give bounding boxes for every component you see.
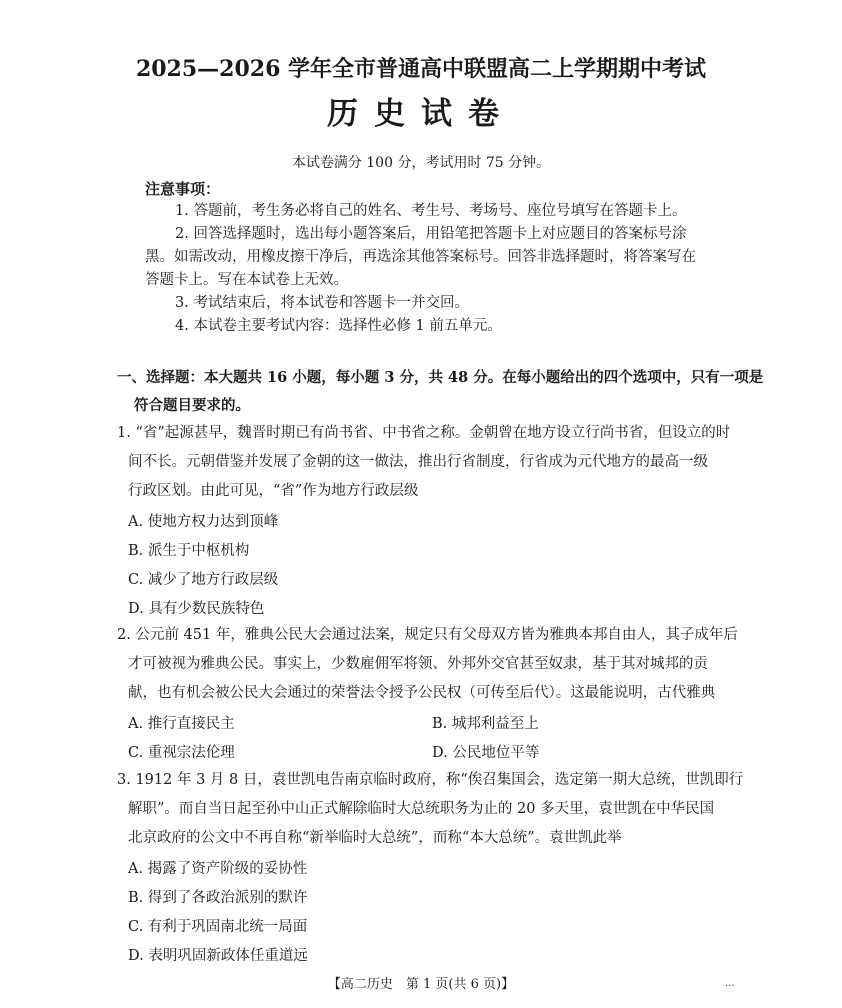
question-3-text: 北京政府的公文中不再自称“新举临时大总统”，而称“本大总统”。袁世凯此举 (128, 830, 622, 846)
question-2-option-b: B. 城邦利益至上 (432, 716, 539, 732)
question-1-option-c: C. 减少了地方行政层级 (128, 572, 279, 588)
corner-mark: ... (725, 978, 735, 989)
notes-line: 黑。如需改动，用橡皮擦干净后，再选涂其他答案标号。回答非选择题时，将答案写在 (145, 249, 696, 265)
question-3-option-c: C. 有利于巩固南北统一局面 (128, 919, 308, 935)
section-heading-cont: 符合题目要求的。 (134, 397, 250, 414)
notes-line: 1. 答题前，考生务必将自己的姓名、考生号、考场号、座位号填写在答题卡上。 (175, 203, 687, 219)
question-2-text: 献，也有机会被公民大会通过的荣誉法令授予公民权（可传至后代）。这最能说明，古代雅典 (128, 685, 716, 701)
notes-line: 3. 考试结束后，将本试卷和答题卡一并交回。 (175, 295, 469, 311)
question-1-option-a: A. 使地方权力达到顶峰 (128, 514, 279, 530)
question-2-text: 才可被视为雅典公民。事实上，少数雇佣军将领、外邦外交官甚至奴隶，基于其对城邦的贡 (128, 656, 708, 672)
question-3-option-a: A. 揭露了资产阶级的妥协性 (128, 861, 308, 877)
notes-title: 注意事项： (145, 180, 221, 198)
question-3-text: 解职”。而自当日起至孙中山正式解除临时大总统职务为止的 20 多天里，袁世凯在中华民国 (128, 801, 715, 817)
question-3-text: 3. 1912 年 3 月 8 日，袁世凯电告南京临时政府，称“俟召集国会，选定第一期大总统，世凯即行 (117, 772, 744, 788)
question-2-option-c: C. 重视宗法伦理 (128, 745, 235, 761)
question-1-text: 1. “省”起源甚早，魏晋时期已有尚书省、中书省之称。金朝曾在地方设立行尚书省，但设立的时 (117, 425, 731, 441)
question-2-option-a: A. 推行直接民主 (128, 716, 235, 732)
notes-line: 2. 回答选择题时，选出每小题答案后，用铅笔把答题卡上对应题目的答案标号涂 (175, 226, 687, 242)
exam-title: 2025—2026 学年全市普通高中联盟高二上学期期中考试 (135, 56, 707, 82)
score-info: 本试卷满分 100 分，考试用时 75 分钟。 (291, 155, 551, 171)
page-footer: 【高二历史 第 1 页(共 6 页)】 (327, 977, 515, 992)
question-2-text: 2. 公元前 451 年，雅典公民大会通过法案，规定只有父母双方皆为雅典本邦自由人，其子成年后 (117, 627, 738, 643)
question-3-option-d: D. 表明巩固新政体任重道远 (128, 948, 308, 964)
question-1-text: 行政区划。由此可见，“省”作为地方行政层级 (128, 483, 419, 499)
question-3-option-b: B. 得到了各政治派别的默许 (128, 890, 308, 906)
section-heading: 一、选择题：本大题共 16 小题，每小题 3 分，共 48 分。在每小题给出的四个选项中，只有一项是 (117, 369, 764, 386)
exam-subject: 历史试卷 (327, 96, 515, 132)
question-1-option-d: D. 具有少数民族特色 (128, 601, 265, 617)
question-2-option-d: D. 公民地位平等 (432, 745, 540, 761)
notes-line: 4. 本试卷主要考试内容：选择性必修 1 前五单元。 (175, 318, 502, 334)
notes-line: 答题卡上。写在本试卷上无效。 (145, 272, 348, 288)
question-1-option-b: B. 派生于中枢机构 (128, 543, 250, 559)
question-1-text: 间不长。元朝借鉴并发展了金朝的这一做法，推出行省制度，行省成为元代地方的最高一级 (128, 454, 708, 470)
